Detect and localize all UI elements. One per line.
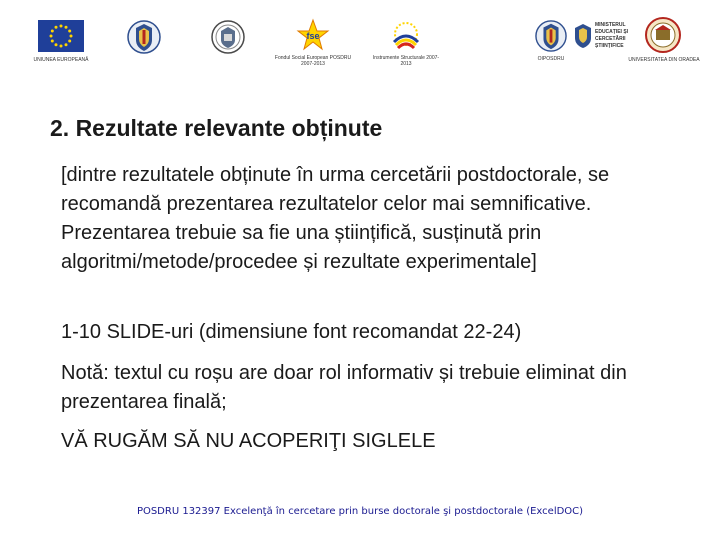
slides-count-note: 1-10 SLIDE-uri (dimensiune font recomandat 22-24): [61, 321, 522, 343]
fse-caption: Fondul Social European POSDRU 2007-2013: [274, 55, 352, 67]
oiposdru-caption: OIPOSDRU: [537, 56, 565, 62]
fse-logo-icon: [296, 18, 330, 52]
ministry-name: MINISTERUL EDUCAȚIEI ȘI CERCETĂRII ȘTIINȚIFICE: [595, 22, 629, 49]
instrumente-logo: [385, 20, 427, 57]
ministry-logo: [573, 22, 593, 55]
eu-caption: UNIUNEA EUROPEANĂ: [33, 57, 89, 63]
logo-warning: VĂ RUGĂM SĂ NU ACOPERIŢI SIGLELE: [61, 430, 436, 452]
logo-bar: [0, 0, 720, 80]
instrumente-caption: Instrumente Structurale 2007-2013: [372, 55, 440, 67]
institution-logo: [211, 18, 245, 61]
instrumente-structurale-icon: [385, 20, 427, 52]
oiposdru-logo: [535, 18, 567, 59]
info-note: Notă: textul cu roșu are doar rol informativ și trebuie eliminat din prezentarea finală;: [61, 362, 627, 413]
romanian-coat-of-arms-icon: [535, 18, 567, 54]
university-seal-icon: [645, 16, 681, 54]
eu-logo: [38, 20, 84, 57]
romanian-coat-of-arms-icon: [127, 18, 161, 56]
project-footer: POSDRU 132397 Excelenţă în cercetare prin burse doctorale şi postdoctorale (ExcelDOC): [136, 506, 584, 517]
intro-paragraph: [dintre rezultatele obținute în urma cercetării postdoctorale, se recomandă prezentarea rezultatelor celor mai semnificative. Prezentarea trebuie sa fie una științifică, susținută prin algoritmi/metode/procedee și rezultate experimentale]: [61, 164, 610, 273]
institution-crest-icon: [211, 18, 245, 56]
svg-text:fse: fse: [306, 31, 320, 41]
ministry-crest-icon: [573, 22, 593, 50]
slide-title: 2. Rezultate relevante obținute: [50, 115, 383, 141]
gov-logo: [127, 18, 161, 61]
university-caption: UNIVERSITATEA DIN ORADEA: [628, 57, 700, 63]
university-logo: [645, 16, 681, 59]
eu-flag-icon: [38, 20, 84, 52]
fse-logo: [296, 18, 330, 57]
